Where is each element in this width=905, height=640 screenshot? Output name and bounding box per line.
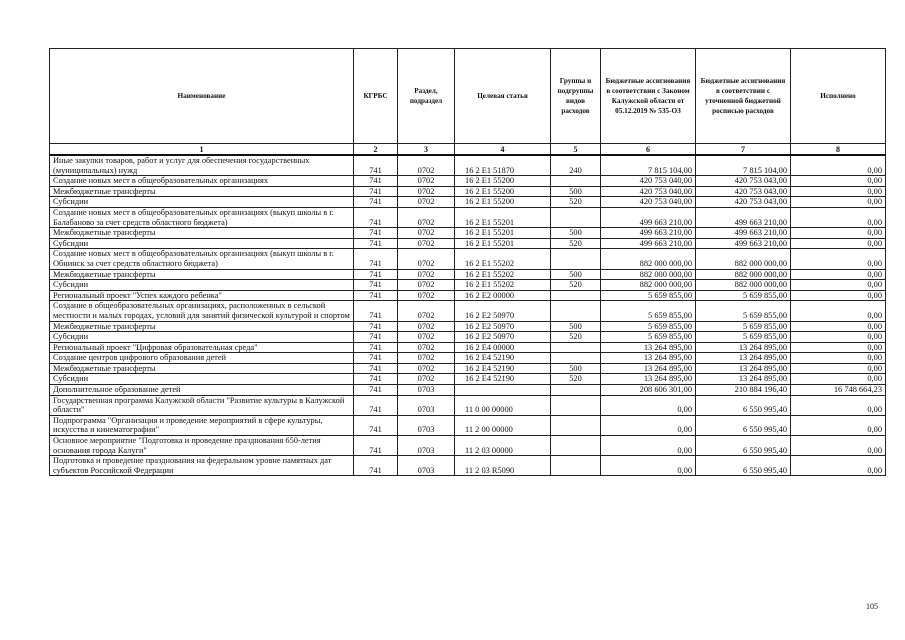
row-refined-allocation-cell: 210 884 196,40	[696, 385, 791, 396]
row-target-cell: 16 2 E4 00000	[455, 342, 551, 353]
row-law-allocation-cell: 499 663 210,00	[601, 228, 696, 239]
row-name-cell: Межбюджетные трансферты	[50, 363, 354, 374]
row-law-allocation-cell: 882 000 000,00	[601, 269, 696, 280]
row-target-cell: 16 2 E1 55202	[455, 249, 551, 269]
row-refined-allocation-cell: 5 659 855,00	[696, 301, 791, 321]
row-expense-group-cell	[551, 395, 601, 415]
row-kgrbs-cell: 741	[354, 228, 398, 239]
col-number: 6	[601, 144, 696, 156]
row-law-allocation-cell: 7 815 104,00	[601, 155, 696, 176]
table-row	[50, 290, 886, 301]
row-expense-group-cell: 520	[551, 197, 601, 208]
row-name-cell: Создание новых мест в общеобразовательных организациях (выкуп школы в г. Балабаново за счет средств областного бюджета)	[50, 207, 354, 227]
table-row	[50, 436, 886, 456]
row-target-cell: 16 2 E2 50970	[455, 321, 551, 332]
row-target-cell: 16 2 E4 52190	[455, 363, 551, 374]
col-number: 5	[551, 144, 601, 156]
row-target-cell: 11 0 00 00000	[455, 395, 551, 415]
row-refined-allocation-cell: 13 264 895,00	[696, 342, 791, 353]
row-name-cell: Субсидии	[50, 280, 354, 291]
row-section-cell: 0702	[398, 363, 455, 374]
row-kgrbs-cell: 741	[354, 342, 398, 353]
row-law-allocation-cell: 499 663 210,00	[601, 238, 696, 249]
row-refined-allocation-cell: 5 659 855,00	[696, 332, 791, 343]
row-target-cell: 16 2 E1 55200	[455, 176, 551, 187]
table-row	[50, 385, 886, 396]
table-row	[50, 176, 886, 187]
table-row	[50, 280, 886, 291]
row-section-cell: 0702	[398, 353, 455, 364]
row-executed-cell: 0,00	[791, 374, 886, 385]
row-expense-group-cell: 500	[551, 363, 601, 374]
table-row	[50, 228, 886, 239]
col-header-executed: Исполнено	[791, 49, 886, 144]
row-executed-cell: 0,00	[791, 436, 886, 456]
row-executed-cell: 0,00	[791, 321, 886, 332]
col-header-kgrbs: КГРБС	[354, 49, 398, 144]
row-section-cell: 0702	[398, 238, 455, 249]
row-executed-cell: 0,00	[791, 415, 886, 435]
row-executed-cell: 0,00	[791, 238, 886, 249]
row-expense-group-cell: 500	[551, 269, 601, 280]
table-row	[50, 374, 886, 385]
row-refined-allocation-cell: 882 000 000,00	[696, 249, 791, 269]
row-expense-group-cell: 500	[551, 186, 601, 197]
row-target-cell: 16 2 E4 52190	[455, 374, 551, 385]
row-expense-group-cell: 520	[551, 374, 601, 385]
col-header-expense-group: Группы и подгруппы видов расходов	[551, 49, 601, 144]
row-law-allocation-cell: 208 606 301,00	[601, 385, 696, 396]
row-executed-cell: 0,00	[791, 395, 886, 415]
row-law-allocation-cell: 5 659 855,00	[601, 290, 696, 301]
row-refined-allocation-cell: 499 663 210,00	[696, 228, 791, 239]
row-target-cell: 16 2 E1 55200	[455, 197, 551, 208]
row-section-cell: 0702	[398, 332, 455, 343]
row-name-cell: Субсидии	[50, 238, 354, 249]
row-refined-allocation-cell: 420 753 043,00	[696, 197, 791, 208]
table-row	[50, 342, 886, 353]
row-kgrbs-cell: 741	[354, 363, 398, 374]
row-name-cell: Основное мероприятие "Подготовка и проведение празднования 650-летия основания города Калуги"	[50, 436, 354, 456]
row-expense-group-cell	[551, 456, 601, 476]
col-header-name: Наименование	[50, 49, 354, 144]
row-law-allocation-cell: 882 000 000,00	[601, 249, 696, 269]
row-expense-group-cell: 240	[551, 155, 601, 176]
row-section-cell: 0702	[398, 269, 455, 280]
table-row	[50, 249, 886, 269]
row-refined-allocation-cell: 882 000 000,00	[696, 280, 791, 291]
row-section-cell: 0702	[398, 280, 455, 291]
table-row	[50, 155, 886, 176]
row-refined-allocation-cell: 882 000 000,00	[696, 269, 791, 280]
row-expense-group-cell	[551, 385, 601, 396]
row-kgrbs-cell: 741	[354, 395, 398, 415]
row-executed-cell: 0,00	[791, 197, 886, 208]
row-executed-cell: 0,00	[791, 207, 886, 227]
row-executed-cell: 0,00	[791, 269, 886, 280]
row-expense-group-cell	[551, 436, 601, 456]
col-header-target: Целевая статья	[455, 49, 551, 144]
row-target-cell: 16 2 E1 51870	[455, 155, 551, 176]
row-kgrbs-cell: 741	[354, 238, 398, 249]
row-executed-cell: 0,00	[791, 332, 886, 343]
row-law-allocation-cell: 420 753 040,00	[601, 186, 696, 197]
row-target-cell: 16 2 E1 55202	[455, 280, 551, 291]
col-number: 7	[696, 144, 791, 156]
row-expense-group-cell	[551, 290, 601, 301]
row-refined-allocation-cell: 5 659 855,00	[696, 321, 791, 332]
col-number: 4	[455, 144, 551, 156]
row-refined-allocation-cell: 6 550 995,40	[696, 415, 791, 435]
row-law-allocation-cell: 13 264 895,00	[601, 374, 696, 385]
row-executed-cell: 0,00	[791, 228, 886, 239]
row-section-cell: 0703	[398, 415, 455, 435]
table-row	[50, 415, 886, 435]
table-row	[50, 363, 886, 374]
row-refined-allocation-cell: 13 264 895,00	[696, 374, 791, 385]
row-section-cell: 0703	[398, 395, 455, 415]
row-section-cell: 0702	[398, 342, 455, 353]
row-section-cell: 0702	[398, 374, 455, 385]
row-section-cell: 0702	[398, 207, 455, 227]
row-executed-cell: 0,00	[791, 301, 886, 321]
row-law-allocation-cell: 13 264 895,00	[601, 363, 696, 374]
row-kgrbs-cell: 741	[354, 269, 398, 280]
row-executed-cell: 0,00	[791, 176, 886, 187]
row-expense-group-cell	[551, 353, 601, 364]
row-name-cell: Межбюджетные трансферты	[50, 186, 354, 197]
row-target-cell: 16 2 E1 55201	[455, 228, 551, 239]
row-target-cell	[455, 385, 551, 396]
row-executed-cell: 0,00	[791, 363, 886, 374]
row-target-cell: 16 2 E1 55202	[455, 269, 551, 280]
row-target-cell: 16 2 E1 55201	[455, 238, 551, 249]
table-row	[50, 238, 886, 249]
row-kgrbs-cell: 741	[354, 207, 398, 227]
row-name-cell: Региональный проект "Цифровая образовательная среда"	[50, 342, 354, 353]
row-section-cell: 0702	[398, 197, 455, 208]
row-kgrbs-cell: 741	[354, 301, 398, 321]
table-row	[50, 207, 886, 227]
table-row	[50, 301, 886, 321]
row-refined-allocation-cell: 6 550 995,40	[696, 395, 791, 415]
row-name-cell: Региональный проект "Успех каждого ребенка"	[50, 290, 354, 301]
row-law-allocation-cell: 13 264 895,00	[601, 342, 696, 353]
row-section-cell: 0702	[398, 290, 455, 301]
row-executed-cell: 0,00	[791, 155, 886, 176]
table-row	[50, 186, 886, 197]
row-target-cell: 11 2 03 00000	[455, 436, 551, 456]
table-row	[50, 456, 886, 476]
row-name-cell: Подготовка и проведение празднования на федеральном уровне памятных дат субъектов Российской Федерации	[50, 456, 354, 476]
column-number-row	[50, 144, 886, 156]
row-expense-group-cell: 520	[551, 332, 601, 343]
row-law-allocation-cell: 0,00	[601, 436, 696, 456]
row-expense-group-cell	[551, 249, 601, 269]
row-law-allocation-cell: 5 659 855,00	[601, 321, 696, 332]
row-law-allocation-cell: 882 000 000,00	[601, 280, 696, 291]
row-name-cell: Субсидии	[50, 332, 354, 343]
row-expense-group-cell	[551, 342, 601, 353]
row-kgrbs-cell: 741	[354, 321, 398, 332]
table-row	[50, 332, 886, 343]
row-refined-allocation-cell: 499 663 210,00	[696, 238, 791, 249]
row-name-cell: Создание новых мест в общеобразовательных организациях (выкуп школы в г. Обнинск за счет средств областного бюджета)	[50, 249, 354, 269]
row-kgrbs-cell: 741	[354, 280, 398, 291]
row-target-cell: 16 2 E2 50970	[455, 301, 551, 321]
row-executed-cell: 0,00	[791, 353, 886, 364]
row-law-allocation-cell: 420 753 040,00	[601, 176, 696, 187]
row-target-cell: 11 2 00 00000	[455, 415, 551, 435]
row-kgrbs-cell: 741	[354, 415, 398, 435]
row-expense-group-cell	[551, 301, 601, 321]
row-section-cell: 0703	[398, 385, 455, 396]
row-name-cell: Межбюджетные трансферты	[50, 228, 354, 239]
row-refined-allocation-cell: 5 659 855,00	[696, 290, 791, 301]
row-refined-allocation-cell: 13 264 895,00	[696, 353, 791, 364]
row-refined-allocation-cell: 6 550 995,40	[696, 436, 791, 456]
row-name-cell: Создание центров цифрового образования детей	[50, 353, 354, 364]
header-row	[50, 49, 886, 144]
row-name-cell: Межбюджетные трансферты	[50, 321, 354, 332]
table-row	[50, 269, 886, 280]
row-expense-group-cell	[551, 415, 601, 435]
row-law-allocation-cell: 499 663 210,00	[601, 207, 696, 227]
row-executed-cell: 0,00	[791, 456, 886, 476]
row-name-cell: Создание в общеобразовательных организациях, расположенных в сельской местности и малых городах, условий для занятий физической культурой и спортом	[50, 301, 354, 321]
row-name-cell: Субсидии	[50, 374, 354, 385]
row-refined-allocation-cell: 420 753 043,00	[696, 176, 791, 187]
row-target-cell: 16 2 E2 50970	[455, 332, 551, 343]
row-kgrbs-cell: 741	[354, 249, 398, 269]
row-refined-allocation-cell: 6 550 995,40	[696, 456, 791, 476]
row-law-allocation-cell: 0,00	[601, 395, 696, 415]
row-kgrbs-cell: 741	[354, 155, 398, 176]
row-executed-cell: 0,00	[791, 280, 886, 291]
table-row	[50, 353, 886, 364]
table-row	[50, 395, 886, 415]
row-expense-group-cell	[551, 207, 601, 227]
row-kgrbs-cell: 741	[354, 374, 398, 385]
row-kgrbs-cell: 741	[354, 197, 398, 208]
col-number: 8	[791, 144, 886, 156]
row-kgrbs-cell: 741	[354, 332, 398, 343]
row-executed-cell: 16 748 664,23	[791, 385, 886, 396]
row-law-allocation-cell: 0,00	[601, 456, 696, 476]
row-expense-group-cell: 500	[551, 228, 601, 239]
row-section-cell: 0702	[398, 228, 455, 239]
col-header-refined-allocations: Бюджетные ассигнования в соответствии с уточненной бюджетной росписью расходов	[696, 49, 791, 144]
row-expense-group-cell: 520	[551, 238, 601, 249]
row-executed-cell: 0,00	[791, 186, 886, 197]
row-target-cell: 16 2 E1 55200	[455, 186, 551, 197]
row-law-allocation-cell: 0,00	[601, 415, 696, 435]
row-refined-allocation-cell: 420 753 043,00	[696, 186, 791, 197]
row-kgrbs-cell: 741	[354, 456, 398, 476]
row-executed-cell: 0,00	[791, 290, 886, 301]
row-name-cell: Иные закупки товаров, работ и услуг для обеспечения государственных (муниципальных) нужд	[50, 155, 354, 176]
row-name-cell: Межбюджетные трансферты	[50, 269, 354, 280]
row-kgrbs-cell: 741	[354, 436, 398, 456]
col-header-law-allocations: Бюджетные ассигнования в соответствии с Законом Калужской области от 05.12.2019 № 535-ОЗ	[601, 49, 696, 144]
row-law-allocation-cell: 13 264 895,00	[601, 353, 696, 364]
row-section-cell: 0702	[398, 155, 455, 176]
row-law-allocation-cell: 420 753 040,00	[601, 197, 696, 208]
row-executed-cell: 0,00	[791, 342, 886, 353]
row-name-cell: Дополнительное образование детей	[50, 385, 354, 396]
col-number: 2	[354, 144, 398, 156]
row-name-cell: Подпрограмма "Организация и проведение мероприятий в сфере культуры, искусства и кинематографии"	[50, 415, 354, 435]
row-kgrbs-cell: 741	[354, 290, 398, 301]
row-name-cell: Создание новых мест в общеобразовательных организациях	[50, 176, 354, 187]
row-target-cell: 16 2 E4 52190	[455, 353, 551, 364]
row-name-cell: Субсидии	[50, 197, 354, 208]
table-row	[50, 321, 886, 332]
row-section-cell: 0703	[398, 436, 455, 456]
row-target-cell: 16 2 E2 00000	[455, 290, 551, 301]
budget-table-sheet	[49, 48, 885, 476]
row-expense-group-cell: 520	[551, 280, 601, 291]
row-section-cell: 0703	[398, 456, 455, 476]
row-kgrbs-cell: 741	[354, 385, 398, 396]
row-section-cell: 0702	[398, 321, 455, 332]
page-number: 105	[866, 602, 878, 611]
row-target-cell: 11 2 03 R5090	[455, 456, 551, 476]
row-kgrbs-cell: 741	[354, 186, 398, 197]
row-name-cell: Государственная программа Калужской области "Развитие культуры в Калужской области"	[50, 395, 354, 415]
row-expense-group-cell: 500	[551, 321, 601, 332]
row-refined-allocation-cell: 7 815 104,00	[696, 155, 791, 176]
row-section-cell: 0702	[398, 176, 455, 187]
col-header-section: Раздел, подраздел	[398, 49, 455, 144]
table-row	[50, 197, 886, 208]
row-section-cell: 0702	[398, 301, 455, 321]
row-refined-allocation-cell: 13 264 895,00	[696, 363, 791, 374]
row-expense-group-cell	[551, 176, 601, 187]
row-refined-allocation-cell: 499 663 210,00	[696, 207, 791, 227]
row-kgrbs-cell: 741	[354, 176, 398, 187]
row-kgrbs-cell: 741	[354, 353, 398, 364]
col-number: 3	[398, 144, 455, 156]
col-number: 1	[50, 144, 354, 156]
row-section-cell: 0702	[398, 249, 455, 269]
row-executed-cell: 0,00	[791, 249, 886, 269]
row-target-cell: 16 2 E1 55201	[455, 207, 551, 227]
row-law-allocation-cell: 5 659 855,00	[601, 301, 696, 321]
row-section-cell: 0702	[398, 186, 455, 197]
row-law-allocation-cell: 5 659 855,00	[601, 332, 696, 343]
budget-table	[49, 48, 886, 476]
